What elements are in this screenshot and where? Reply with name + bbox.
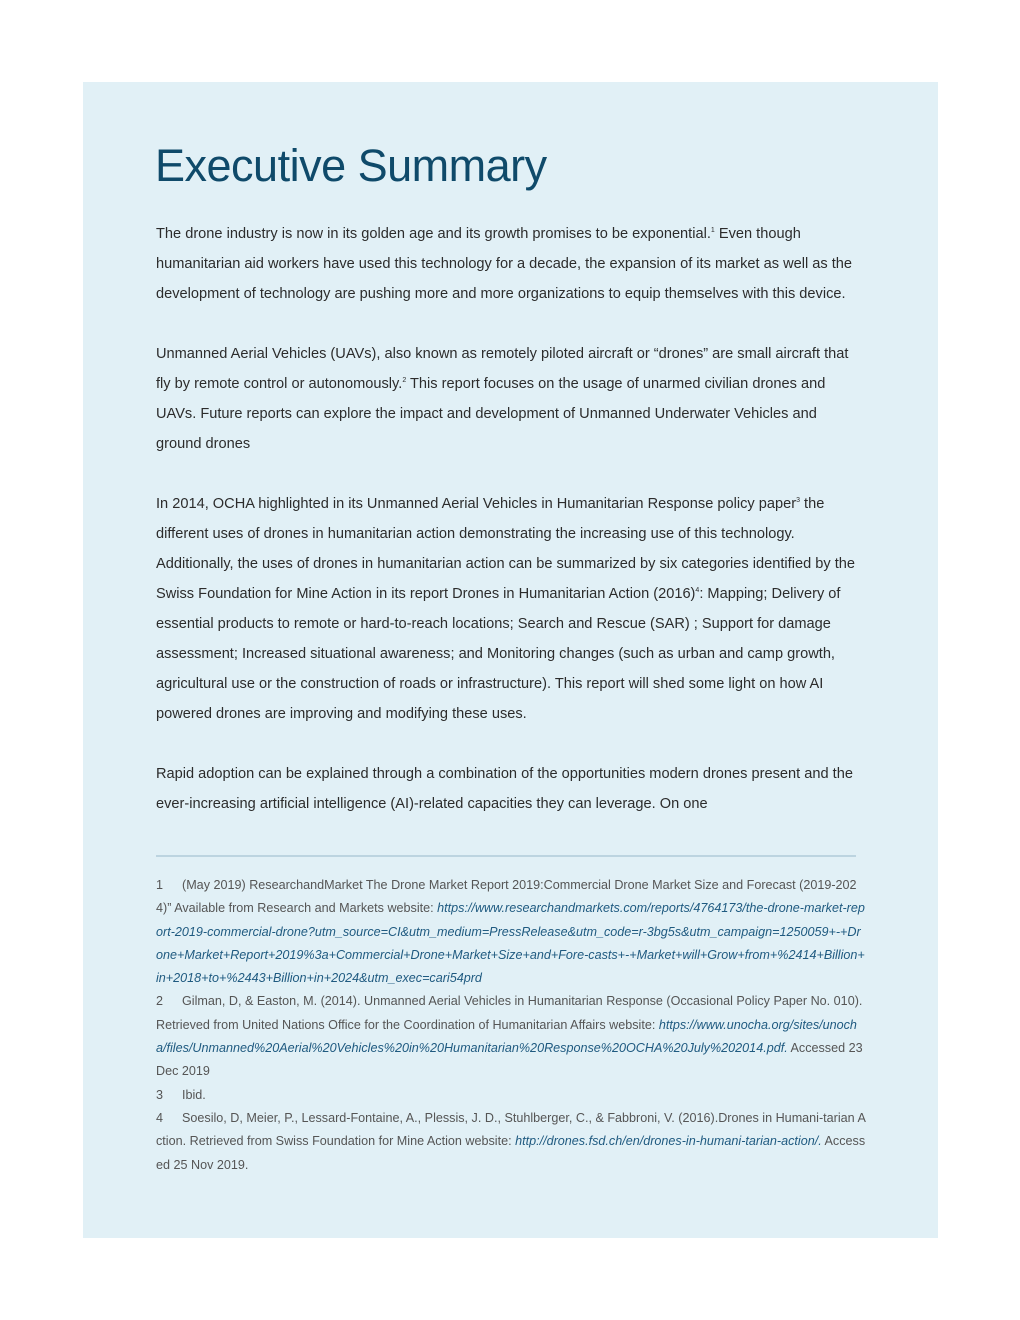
footnote-text: Accessed 25 Nov 2019. [156, 1134, 866, 1172]
footnote-number: 2 [156, 994, 164, 1009]
paragraph-text: : Mapping; Delivery of essential products to remote or hard-to-reach locations; Search and Rescue (SAR) ; Support for damage assessment; Increased situational awareness; and Monitoring changes (such as urban and camp growth, agricultural use or the construction of roads or infrastructure). This report will shed some light on how AI powered drones are improving and modifying these uses. [156, 586, 841, 722]
paragraph-text: This report focuses on the usage of unarmed civilian drones and UAVs. Future reports can explore the impact and development of Unmanned Underwater Vehicles and ground drones [156, 376, 826, 452]
content-panel [83, 82, 938, 1238]
footnote-ref[interactable]: 4 [695, 587, 700, 594]
footnote-divider [156, 855, 856, 857]
footnote-number: 3 [156, 1087, 164, 1102]
footnote [156, 1107, 866, 1177]
footnote-ref[interactable]: 1 [710, 227, 715, 234]
footnotes [156, 874, 866, 1177]
footnote [156, 990, 866, 1083]
footnote-text: Soesilo, D, Meier, P., Lessard-Fontaine, A., Plessis, J. D., Stuhlberger, C., & Fabbroni, V. (2016).Drones in Humani-tarian Action. Retrieved from Swiss Foundation for Mine Action website: [156, 1110, 866, 1149]
paragraph-text: Rapid adoption can be explained through a combination of the opportunities modern drones present and the ever-increasing artificial intelligence (AI)-related capacities they can leverage. On one [156, 766, 853, 812]
footnote-number: 4 [156, 1110, 164, 1125]
footnote-ref[interactable]: 3 [796, 497, 800, 504]
paragraph [156, 489, 866, 729]
paragraph [156, 339, 866, 459]
footnote-link[interactable]: http://drones.fsd.ch/en/drones-in-humani-tarian-action/. [515, 1134, 822, 1149]
paragraph-text: In 2014, OCHA highlighted in its Unmanned Aerial Vehicles in Humanitarian Response policy paper [156, 496, 797, 512]
paragraph-text: Unmanned Aerial Vehicles (UAVs), also known as remotely piloted aircraft or “drones” are small aircraft that fly by remote control or autonomously. [156, 346, 849, 392]
footnote-link[interactable]: https://www.researchandmarkets.com/reports/4764173/the-drone-market-report-2019-commercial-drone?utm_source=CI&utm_medium=PressRelease&utm_code=r-3bg5s&utm_campaign=1250059+-+Drone+Market+Report+2019%3a+Commercial+Drone+Market+Size+and+Fore-casts+-+Market+will+Grow+from+%2414+Billion+in+2018+to+%2443+Billion+in+2024&utm_exec=cari54prd [156, 901, 865, 986]
footnote-text: Gilman, D, & Easton, M. (2014). Unmanned Aerial Vehicles in Humanitarian Response (Occasional Policy Paper No. 010). Retrieved from United Nations Office for the Coordination of Humanitarian Affairs website: [156, 994, 863, 1032]
paragraph [156, 759, 866, 819]
paragraph-text: Even though humanitarian aid workers have used this technology for a decade, the expansion of its market as well as the development of technology are pushing more and more organizations to equip themselves with this device. [156, 226, 853, 302]
footnote [156, 1084, 866, 1107]
footnote-text: Ibid. [182, 1087, 206, 1102]
footnote-number: 1 [156, 878, 164, 892]
body-text [156, 219, 866, 849]
paragraph-text: The drone industry is now in its golden age and its growth promises to be exponential. [156, 226, 711, 242]
page-title: Executive Summary [155, 140, 547, 191]
footnote-link[interactable]: https://www.unocha.org/sites/unocha/files/Unmanned%20Aerial%20Vehicles%20in%20Humanitarian%20Response%20OCHA%20July%202014.pdf. [156, 1017, 857, 1056]
footnote-text: Accessed 23 Dec 2019 [156, 1041, 863, 1079]
paragraph [156, 219, 866, 309]
footnote-text: (May 2019) ResearchandMarket The Drone Market Report 2019:Commercial Drone Market Size and Forecast (2019-2024)” Available from Research and Markets website: [156, 878, 857, 916]
footnote [156, 874, 866, 990]
footnote-ref[interactable]: 2 [402, 377, 407, 384]
paragraph-text: the different uses of drones in humanitarian action demonstrating the increasing use of this technology. Additionally, the uses of drones in humanitarian action can be summarized by six categories identified by the Swiss Foundation for Mine Action in its report Drones in Humanitarian Action (2016) [156, 496, 855, 602]
